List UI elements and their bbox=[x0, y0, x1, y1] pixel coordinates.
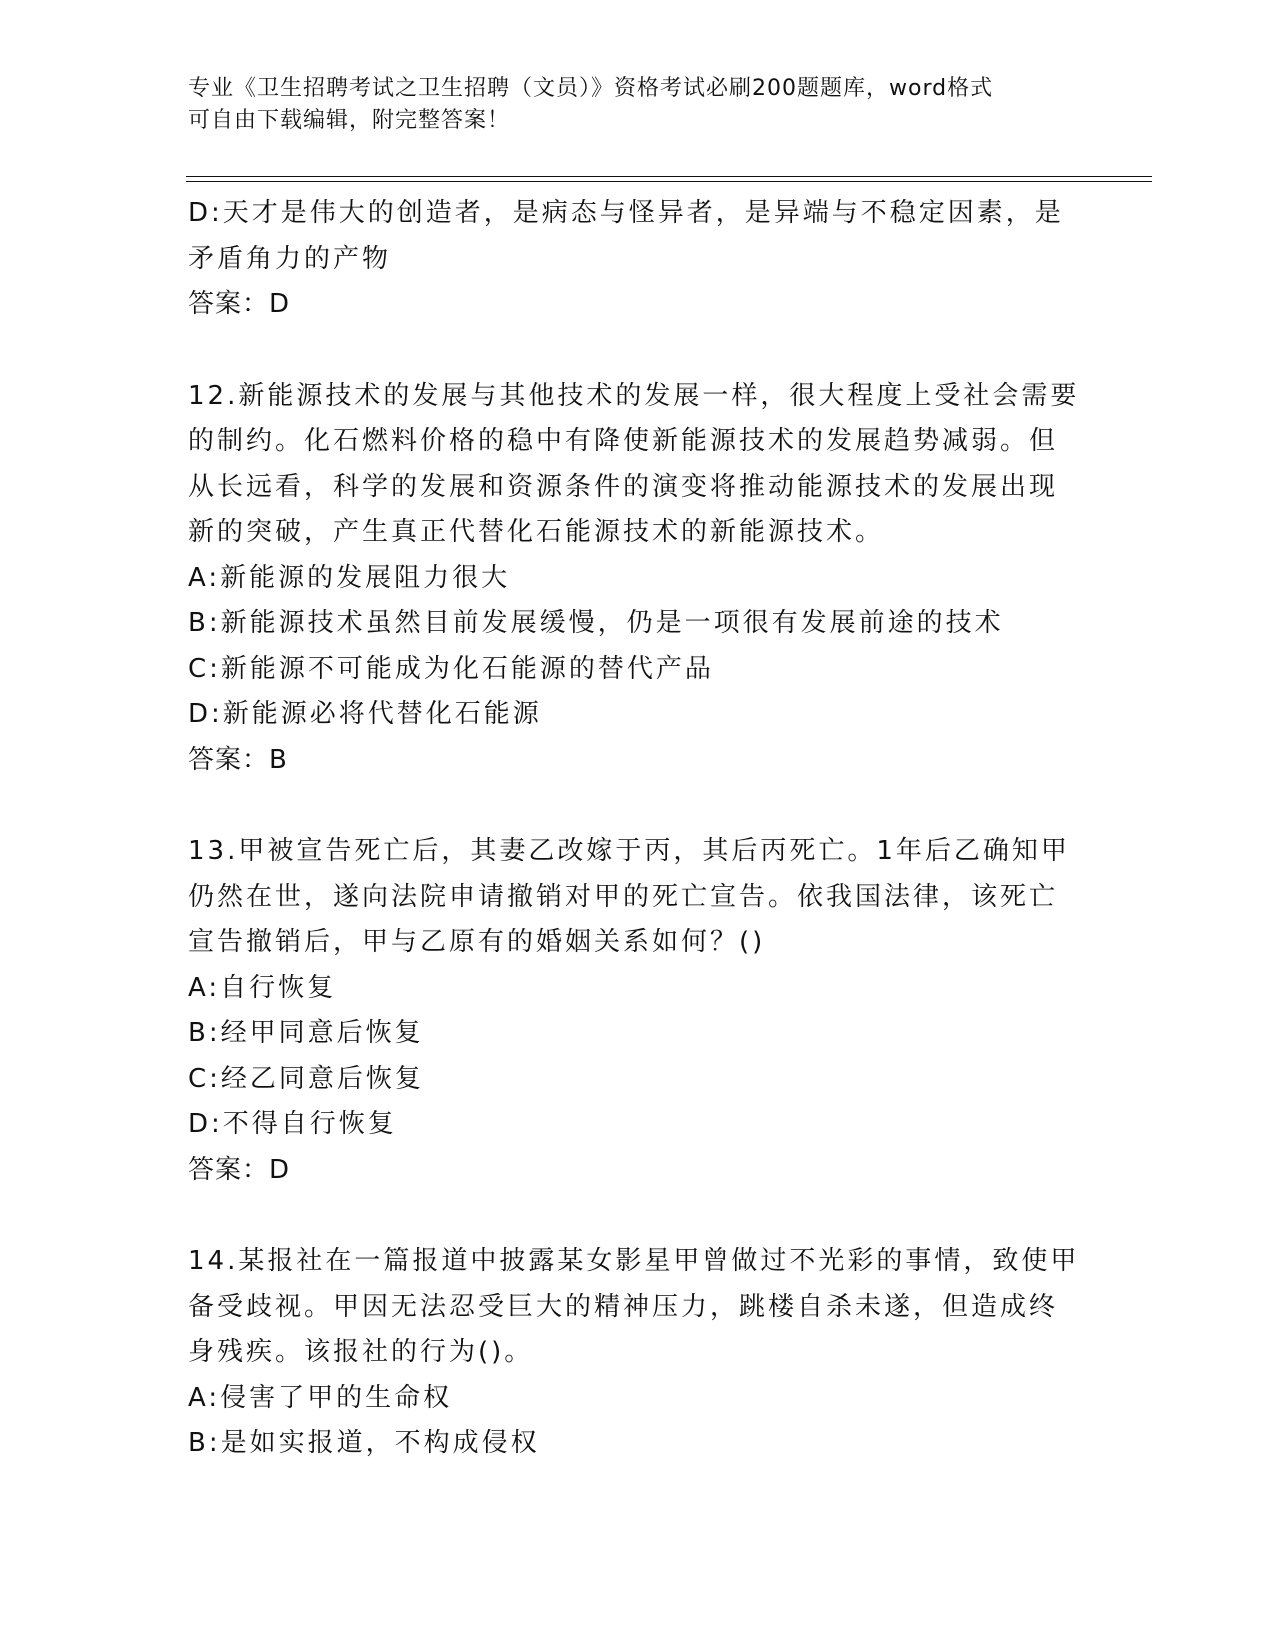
header-title-line-1: 专业《卫生招聘考试之卫生招聘（文员）》资格考试必刷200题题库，word格式 bbox=[188, 76, 994, 101]
option-c: C:新能源不可能成为化石能源的替代产品 bbox=[188, 653, 714, 684]
answer-line: 答案：D bbox=[188, 1154, 291, 1185]
question-spacer bbox=[188, 328, 1088, 374]
question-stem-line: 新的突破，产生真正代替化石能源技术的新能源技术。 bbox=[188, 517, 885, 547]
option-b: B:是如实报道，不构成侵权 bbox=[188, 1428, 540, 1458]
question-stem-line: 13.甲被宣告死亡后，其妻乙改嫁于丙，其后丙死亡。1年后乙确知甲 bbox=[188, 836, 1070, 866]
option-a: A:侵害了甲的生命权 bbox=[188, 1382, 453, 1413]
document-header bbox=[188, 73, 1068, 137]
header-divider-bottom bbox=[186, 181, 1152, 182]
answer-line: 答案：B bbox=[188, 744, 288, 775]
question-stem-line: 的制约。化石燃料价格的稳中有降使新能源技术的发展趋势减弱。但 bbox=[188, 426, 1059, 456]
option-d-continued: 矛盾角力的产物 bbox=[188, 243, 392, 274]
question-11-tail bbox=[188, 191, 1088, 328]
option-b: B:经甲同意后恢复 bbox=[188, 1018, 424, 1048]
option-d: D:天才是伟大的创造者，是病态与怪异者，是异端与不稳定因素，是 bbox=[188, 198, 1064, 228]
option-a: A:自行恢复 bbox=[188, 972, 337, 1003]
question-stem-line: 宣告撤销后，甲与乙原有的婚姻关系如何？() bbox=[188, 927, 766, 957]
question-14 bbox=[188, 1239, 1088, 1467]
option-d: D:不得自行恢复 bbox=[188, 1109, 397, 1139]
option-a: A:新能源的发展阻力很大 bbox=[188, 562, 511, 593]
question-stem-line: 14.某报社在一篇报道中披露某女影星甲曾做过不光彩的事情，致使甲 bbox=[188, 1246, 1080, 1276]
question-stem-line: 身残疾。该报社的行为()。 bbox=[188, 1337, 534, 1367]
answer-line: 答案：D bbox=[188, 289, 291, 319]
option-b: B:新能源技术虽然目前发展缓慢，仍是一项很有发展前途的技术 bbox=[188, 608, 1004, 638]
question-12 bbox=[188, 374, 1088, 784]
question-spacer bbox=[188, 1193, 1088, 1239]
option-c: C:经乙同意后恢复 bbox=[188, 1063, 424, 1094]
question-stem-line: 仍然在世，遂向法院申请撤销对甲的死亡宣告。依我国法律，该死亡 bbox=[188, 881, 1059, 912]
header-title-line-2: 可自由下载编辑，附完整答案！ bbox=[188, 108, 511, 133]
question-spacer bbox=[188, 783, 1088, 829]
question-stem-line: 12.新能源技术的发展与其他技术的发展一样，很大程度上受社会需要 bbox=[188, 380, 1080, 411]
question-stem-line: 从长远看，科学的发展和资源条件的演变将推动能源技术的发展出现 bbox=[188, 471, 1059, 502]
question-13 bbox=[188, 829, 1088, 1193]
header-divider-top bbox=[186, 176, 1152, 177]
question-stem-line: 备受歧视。甲因无法忍受巨大的精神压力，跳楼自杀未遂，但造成终 bbox=[188, 1291, 1059, 1322]
option-d: D:新能源必将代替化石能源 bbox=[188, 699, 542, 729]
question-list bbox=[188, 191, 1088, 1467]
